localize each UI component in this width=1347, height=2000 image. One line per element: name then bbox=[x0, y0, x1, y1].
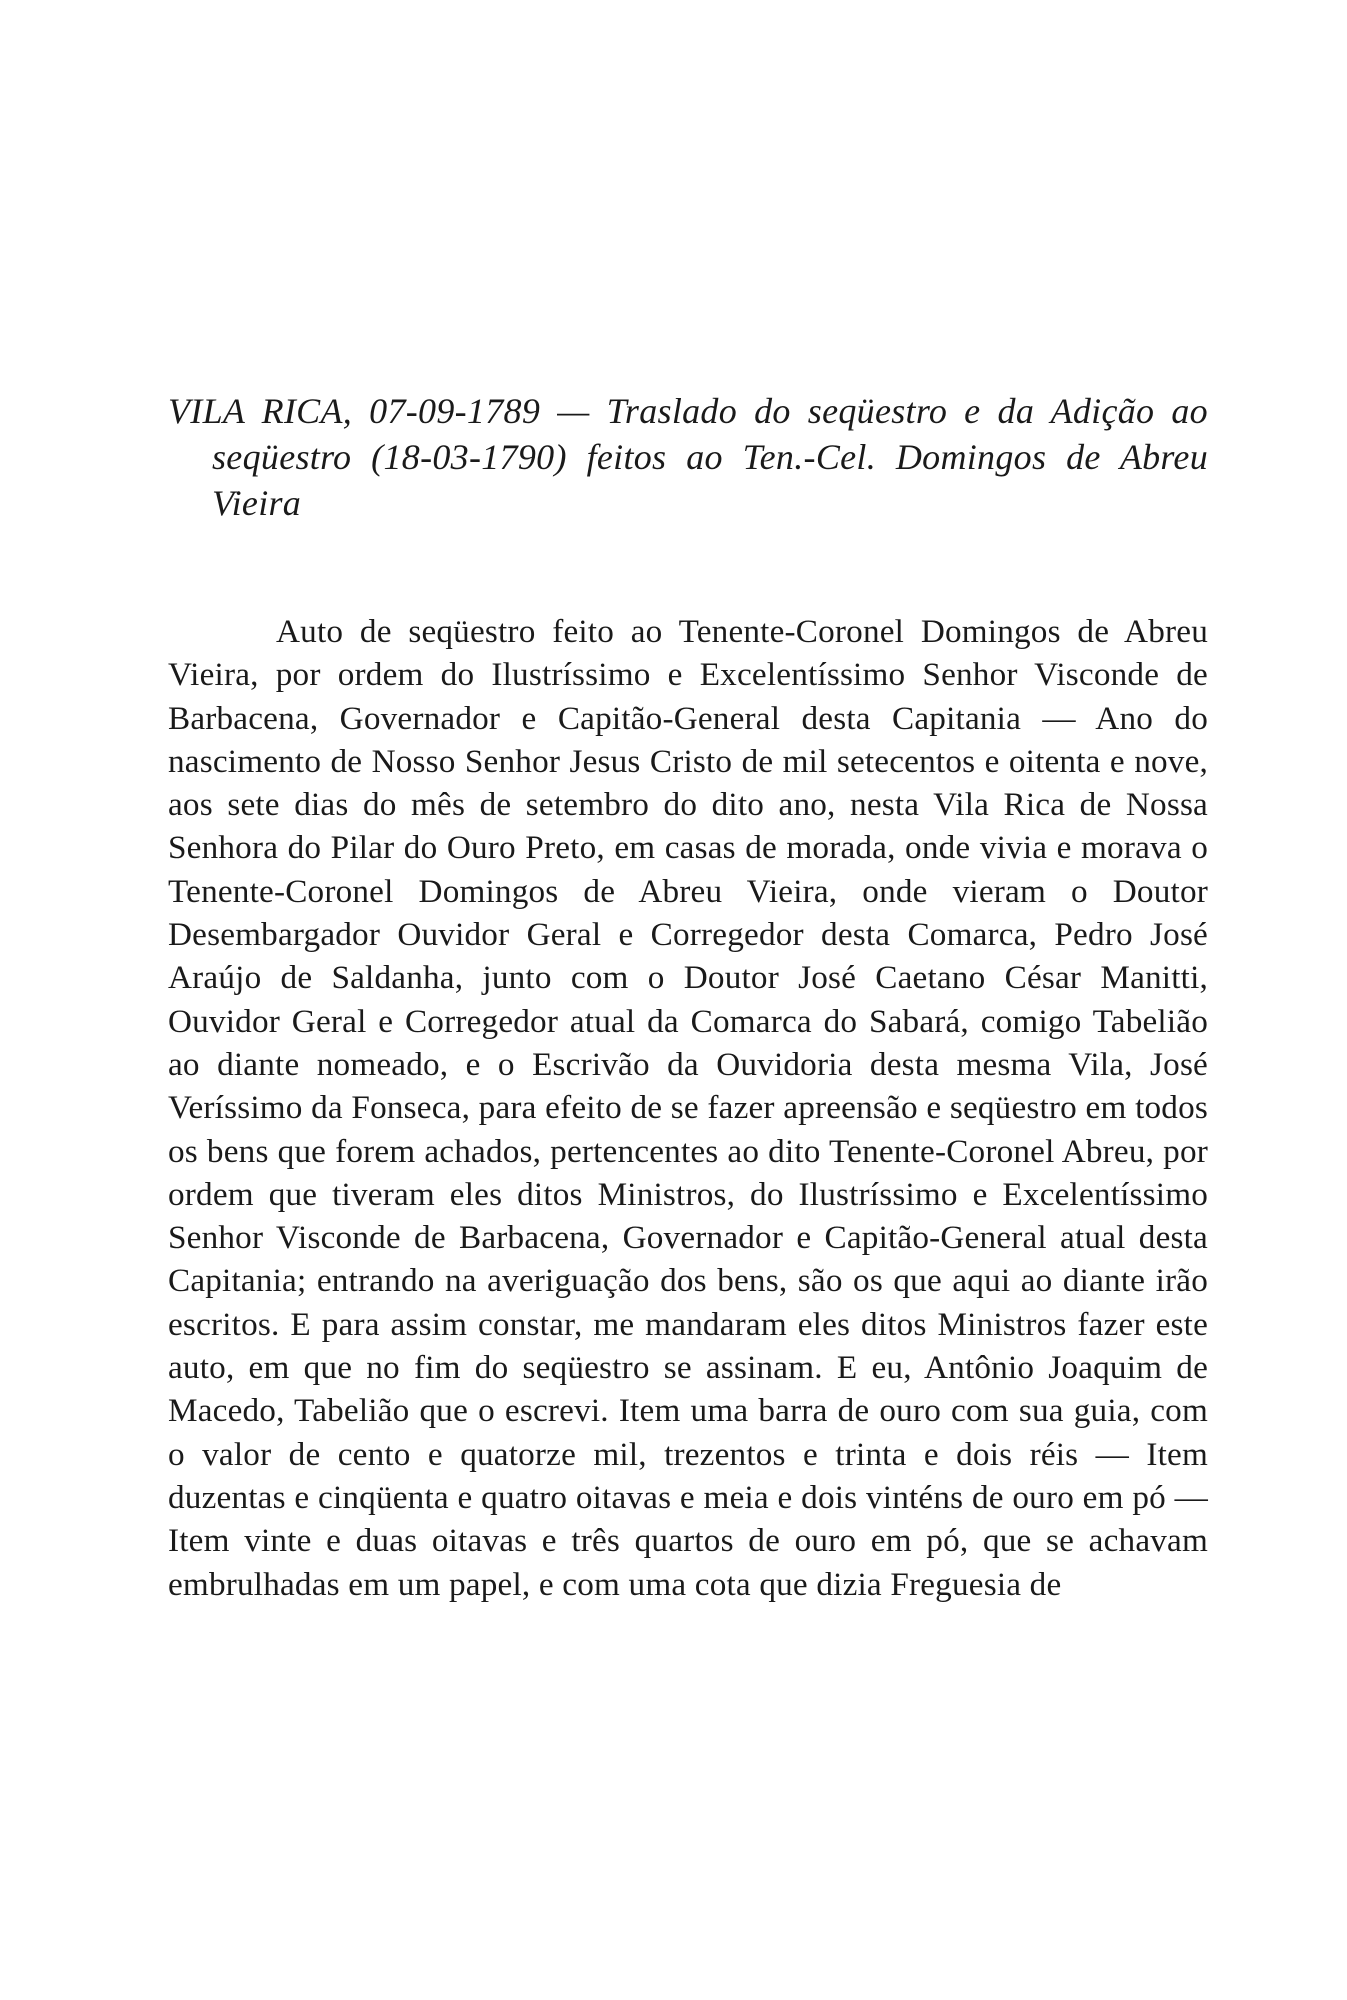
document-heading: VILA RICA, 07-09-1789 — Traslado do seqüestro e da Adição ao seqüestro (18-03-1790) feitos ao Ten.-Cel. Domingos de Abreu Vieira bbox=[168, 391, 1208, 523]
body-paragraph: Auto de seqüestro feito ao Tenente-Coronel Domingos de Abreu Vieira, por ordem do Ilustríssimo e Excelentíssimo Senhor Visconde de Barbacena, Governador e Capitão-General desta Capitania — Ano do nascimento de Nosso Senhor Jesus Cristo de mil setecentos e oitenta e nove, aos sete dias do mês de setembro do dito ano, nesta Vila Rica de Nossa Senhora do Pilar do Ouro Preto, em casas de morada, onde vivia e morava o Tenente-Coronel Domingos de Abreu Vieira, onde vieram o Doutor Desembargador Ouvidor Geral e Corregedor desta Comarca, Pedro José Araújo de Saldanha, junto com o Doutor José Caetano César Manitti, Ouvidor Geral e Corregedor atual da Comarca do Sabará, comigo Tabelião ao diante nomeado, e o Escrivão da Ouvidoria desta mesma Vila, José Veríssimo da Fonseca, para efeito de se fazer apreensão e seqüestro em todos os bens que forem achados, pertencentes ao dito Tenente-Coronel Abreu, por ordem que tiveram eles ditos Ministros, do Ilustríssimo e Excelentíssimo Senhor Visconde de Barbacena, Governador e Capitão-General atual desta Capitania; entrando na averiguação dos bens, são os que aqui ao diante irão escritos. E para assim constar, me mandaram eles ditos Ministros fazer este auto, em que no fim do seqüestro se assinam. E eu, Antônio Joaquim de Macedo, Tabelião que o escrevi. Item uma barra de ouro com sua guia, com o valor de cento e quatorze mil, trezentos e trinta e dois réis — Item duzentas e cinqüenta e quatro oitavas e meia e dois vinténs de ouro em pó — Item vinte e duas oitavas e três quartos de ouro em pó, que se achavam embrulhadas em um papel, e com uma cota que dizia Freguesia de bbox=[168, 613, 1208, 1603]
